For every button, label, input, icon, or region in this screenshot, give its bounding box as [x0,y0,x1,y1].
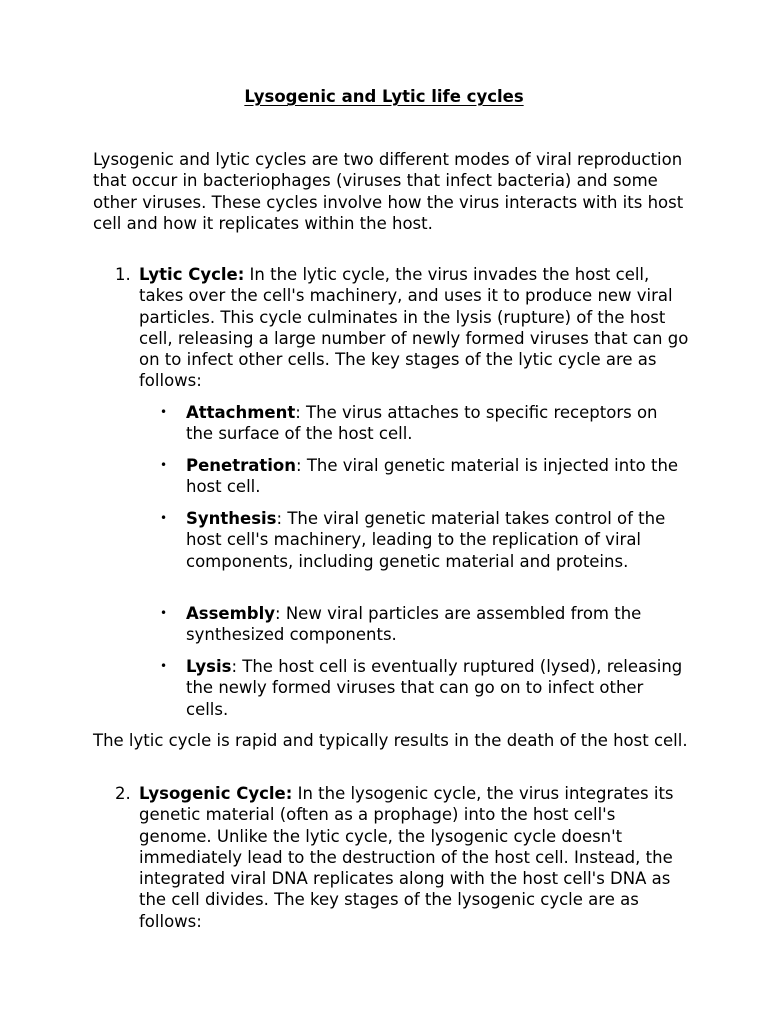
lysogenic-text: In the lysogenic cycle, the virus integrates its genetic material (often as a prophage) into the host cell's genome. Unlike the lytic cycle, the lysogenic cycle doesn't immediately lead to the destruction of the host cell. Instead, the integrated viral DNA replicates along with the host cell's DNA as the cell divides. The key stages of the lysogenic cycle are as follows: [139,784,674,931]
stage-term: Penetration [186,456,297,475]
list-item [140,402,685,445]
stage-desc: : The virus attaches to specific receptors on the surface of the host cell. [186,403,658,444]
bullet-icon: • [160,659,168,673]
list-item [140,603,685,646]
stage-term: Synthesis [186,509,277,528]
list-number: 2. [115,784,131,803]
bullet-icon: • [160,606,168,620]
stage-term: Assembly [186,604,276,623]
stage-desc: : The viral genetic material is injected into the host cell. [186,456,679,497]
lytic-summary-paragraph: The lytic cycle is rapid and typically results in the death of the host cell. [93,731,688,750]
page-title: Lysogenic and Lytic life cycles [244,87,524,106]
list-item-body [139,264,693,392]
lytic-text: In the lytic cycle, the virus invades the host cell, takes over the cell's machinery, and uses it to produce new viral particles. This cycle culminates in the lysis (rupture) of the host cell, releasing a large number of newly formed viruses that can go on to infect other cells. The key stages of the lytic cycle are as follows: [139,265,689,391]
stage-desc: : New viral particles are assembled from the synthesized components. [186,604,642,645]
intro-paragraph: Lysogenic and lytic cycles are two different modes of viral reproduction that occur in bacteriophages (viruses that infect bacteria) and some other viruses. These cycles involve how the virus interacts with its host cell and how it replicates within the host. [93,150,684,233]
list-item-lytic-cycle [93,264,693,392]
bullet-icon: • [160,458,168,472]
list-item [140,508,685,572]
lysogenic-heading: Lysogenic Cycle: [139,784,293,803]
bullet-icon: • [160,405,168,419]
list-item-lysogenic-cycle [93,783,693,932]
list-item [140,656,685,720]
stage-term: Attachment [186,403,296,422]
stage-desc: : The viral genetic material takes control of the host cell's machinery, leading to the replication of viral components, including genetic material and proteins. [186,509,666,571]
bullet-icon: • [160,511,168,525]
list-item-body [139,783,693,932]
list-number: 1. [115,265,131,284]
list-item [140,455,685,498]
stage-term: Lysis [186,657,232,676]
lytic-heading: Lytic Cycle: [139,265,245,284]
stage-desc: : The host cell is eventually ruptured (lysed), releasing the newly formed viruses that can go on to infect other cells. [186,657,683,719]
